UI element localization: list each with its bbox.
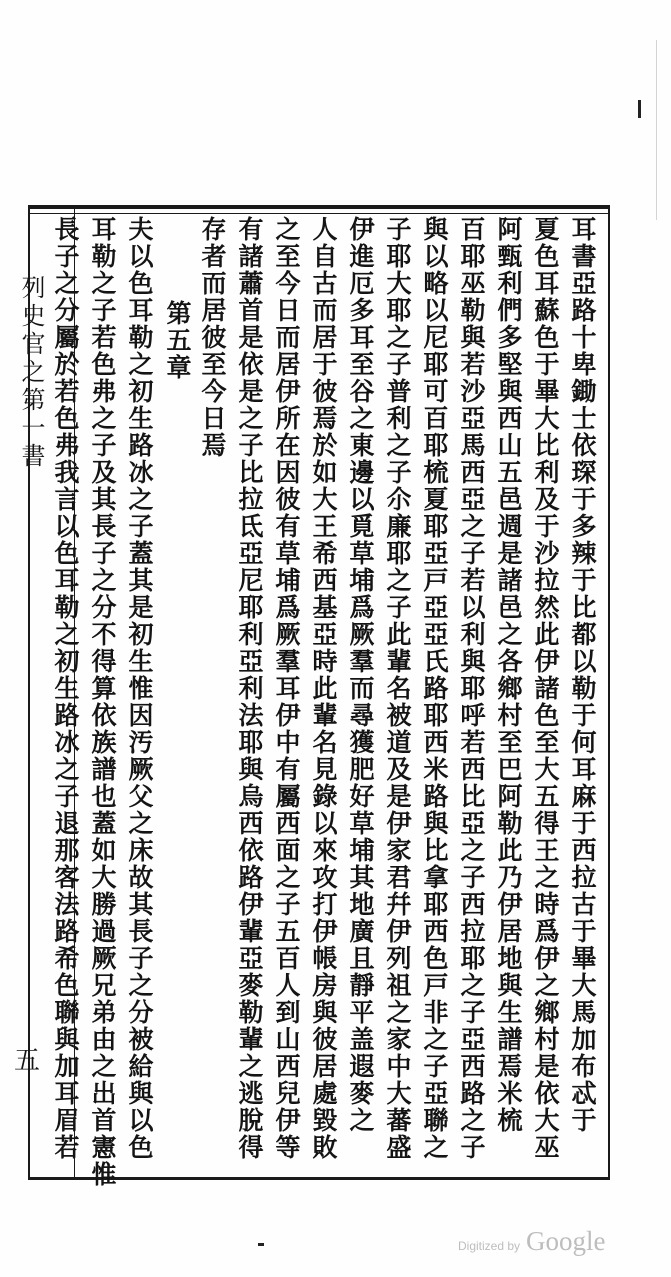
text-column-9: 之至今日而居伊所在因彼有草埔爲厥羣耳伊中有屬西面之子五百人到山西兒伊等 (272, 216, 301, 1161)
text-column-14: 耳勒之子若色弗之子及其長子之分不得算依族譜也蓋如大勝過厥兄弟由之出首憲惟 (88, 216, 117, 1188)
text-column-8: 人自古而居于彼焉於如大王希西基亞時此輩名見錄以來攻打伊帳房與彼居處毀敗 (309, 216, 338, 1161)
text-column-6: 子耶大耶之子普利之子尒廉耶之子此輩名被道及是伊家君幷伊列祖之家中大蕃盛 (383, 216, 412, 1161)
text-column-13: 夫以色耳勒之初生路冰之子蓋其是初生惟因汚厥父之床故其長子之分被給與以色 (125, 216, 154, 1161)
text-column-5: 與以略以尼耶可百耶梳夏耶亞戸亞亞氏路耶西米路與比拿耶西色戸非之子亞聯之 (420, 216, 449, 1161)
text-column-3: 阿甄利們多堅與西山五邑週是諸邑之各鄉村至巴阿勒此乃伊居地與生譜焉米梳 (494, 216, 523, 1134)
text-column-15: 長子之分屬於若色弗我言以色耳勒之初生路冰之子退那客法路希色聯與加耳眉若 (51, 216, 80, 1161)
frame-top-rule (28, 213, 610, 214)
page-fold-line (656, 40, 657, 220)
text-column-4: 百耶巫勒與若沙亞馬西亞之子若以利與耶呼若西比亞之子西拉耶之子亞西路之子 (457, 216, 486, 1161)
watermark-google-logo: Google (526, 1226, 606, 1256)
watermark-digitized-by: Digitized by (458, 1239, 521, 1253)
text-column-10: 有諸蕭首是依是之子比拉氐亞尼耶利亞利法耶與烏西依路伊輩亞麥勒輩之逃脫得 (235, 216, 264, 1161)
text-column-1: 耳書亞路十卑鋤士依琛于多辣于比都以勒于何耳麻于西拉古于畢大馬加布忒于 (568, 216, 597, 1134)
text-column-11: 存者而居彼至今日焉 (198, 216, 227, 459)
folio-title: 列史官之第一書 (17, 275, 45, 471)
ink-dot (258, 1243, 264, 1246)
text-column-7: 伊進厄多耳至谷之東邊以覓草埔爲厥羣而尋獲肥好草埔其地廣且靜平盖遐麥之 (346, 216, 375, 1134)
ink-mark (638, 100, 641, 118)
chapter-heading: 第五章 (163, 300, 192, 381)
google-watermark (458, 1226, 606, 1257)
page-number: 五 (14, 1046, 41, 1076)
text-column-2: 夏色耳蘇色于畢大比利及于沙拉然此伊諸色至大五得王之時爲伊之鄉村是依大巫 (531, 216, 560, 1161)
